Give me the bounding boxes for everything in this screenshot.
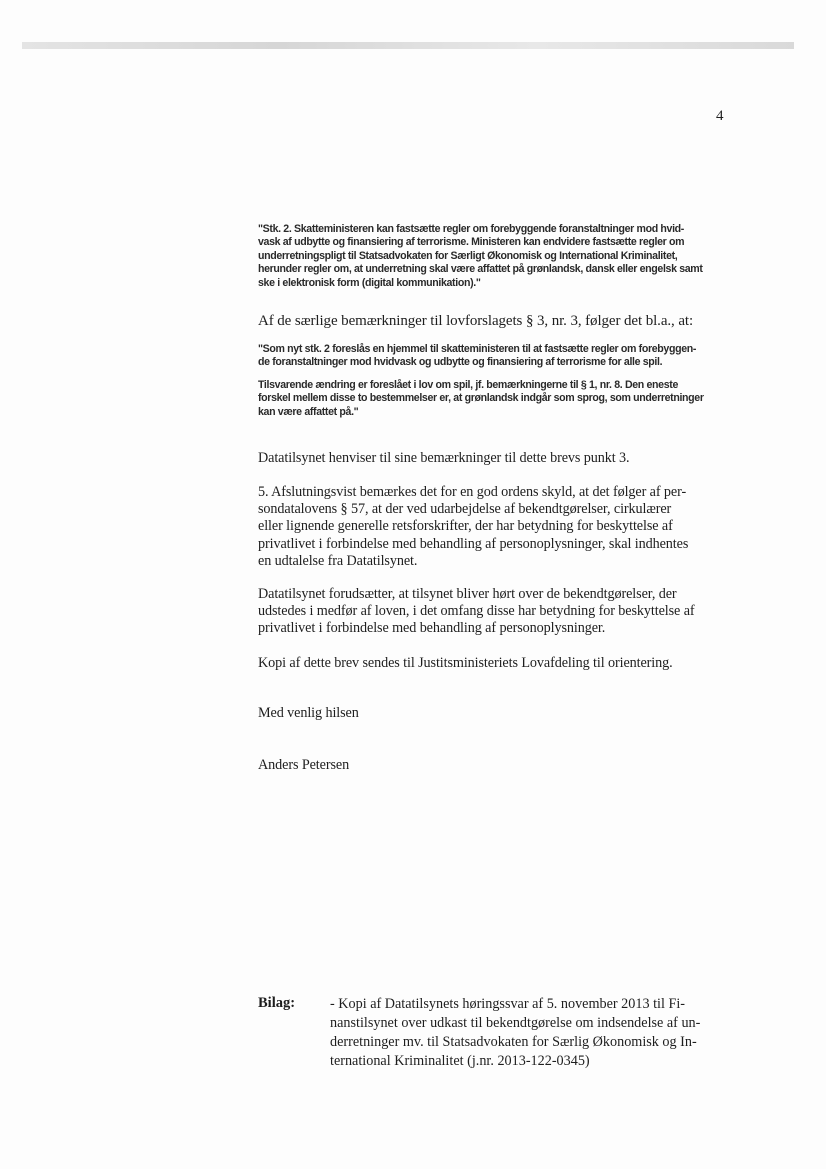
- copy-paragraph: Kopi af dette brev sendes til Justitsministeriets Lovafdeling til orientering.: [258, 655, 673, 671]
- paragraph-line: privatlivet i forbindelse med behandling af personoplysninger, skal indhentes: [258, 535, 689, 552]
- remarks-quote-2: [258, 379, 728, 419]
- paragraph-line: eller lignende generelle retsforskrifter, der har betydning for beskyttelse af: [258, 518, 673, 535]
- attachment-line: - Kopi af Datatilsynets høringssvar af 5. november 2013 til Fi-: [330, 996, 686, 1012]
- paragraph-line: Datatilsynet forudsætter, at tilsynet bliver hørt over de bekendtgørelser, der: [258, 586, 677, 602]
- law-quote-stk2: [258, 223, 728, 290]
- quote-line: "Som nyt stk. 2 foreslås en hjemmel til skatteministeren til at fastsætte regler om forebyggen-: [258, 343, 697, 355]
- quote-line: underretningspligt til Statsadvokaten for Særligt Økonomisk og International Kriminalitet,: [258, 249, 678, 262]
- quote-line: ske i elektronisk form (digital kommunikation).": [258, 276, 481, 289]
- quote-line: Tilsvarende ændring er foreslået i lov om spil, jf. bemærkningerne til § 1, nr. 8. Den eneste: [258, 379, 678, 391]
- attachment-line: nanstilsynet over udkast til bekendtgørelse om indsendelse af un-: [330, 1015, 701, 1031]
- attachment-line: ternational Kriminalitet (j.nr. 2013-122-0345): [330, 1053, 590, 1069]
- page-number: 4: [716, 108, 724, 124]
- attachment-line: derretninger mv. til Statsadvokaten for Særlig Økonomisk og In-: [330, 1034, 697, 1050]
- paragraph-line: sondatalovens § 57, at der ved udarbejdelse af bekendtgørelser, cirkulærer: [258, 501, 672, 518]
- quote-line: kan være affattet på.": [258, 405, 359, 418]
- paragraph-line: udstedes i medfør af loven, i det omfang disse har betydning for beskyttelse af: [258, 603, 695, 620]
- remarks-heading: Af de særlige bemærkninger til lovforslagets § 3, nr. 3, følger det bl.a., at:: [258, 313, 694, 329]
- signature-name: Anders Petersen: [258, 757, 350, 773]
- quote-line: de foranstaltninger mod hvidvask og udbytte og finansiering af terrorisme for alle spil.: [258, 356, 663, 369]
- quote-line: herunder regler om, at underretning skal være affattet på grønlandsk, dansk eller engelsk samt: [258, 263, 703, 276]
- quote-line: forskel mellem disse to bestemmelser er, at grønlandsk indgår som sprog, som underretninger: [258, 392, 704, 405]
- quote-line: "Stk. 2. Skatteministeren kan fastsætte regler om forebyggende foranstaltninger mod hvid-: [258, 223, 684, 235]
- scan-edge-bar: [22, 42, 794, 49]
- reference-paragraph: Datatilsynet henviser til sine bemærkninger til dette brevs punkt 3.: [258, 450, 630, 466]
- attachment-label: Bilag:: [258, 995, 296, 1011]
- closing-salutation: Med venlig hilsen: [258, 705, 359, 721]
- section-5-paragraph: [258, 484, 728, 570]
- quote-line: vask af udbytte og finansiering af terrorisme. Ministeren kan endvidere fastsætte regler om: [258, 236, 685, 249]
- paragraph-line: en udtalelse fra Datatilsynet.: [258, 552, 418, 569]
- paragraph-line: 5. Afslutningsvist bemærkes det for en god ordens skyld, at det følger af per-: [258, 484, 687, 500]
- remarks-quote-1: [258, 343, 728, 370]
- attachment-description: [330, 995, 700, 1071]
- assumption-paragraph: [258, 586, 728, 638]
- paragraph-line: privatlivet i forbindelse med behandling af personoplysninger.: [258, 620, 606, 637]
